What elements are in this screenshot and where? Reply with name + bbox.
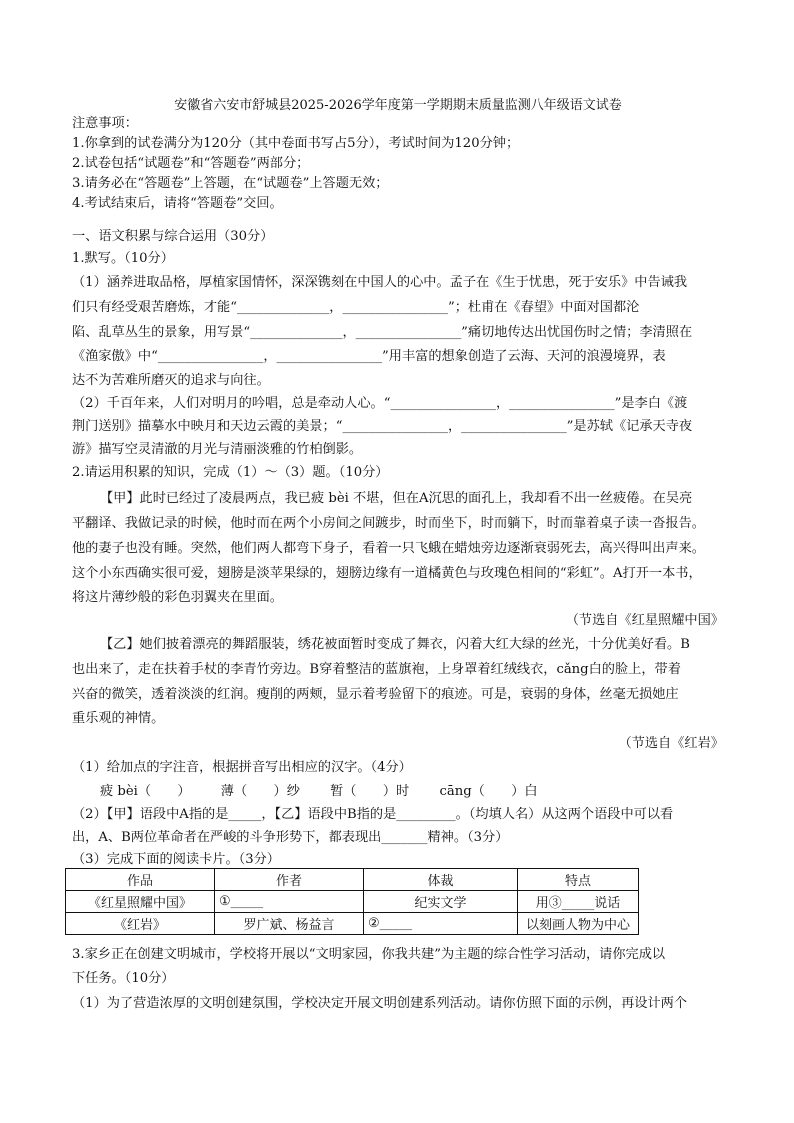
notice-item: 1.你拿到的试卷满分为120分（其中卷面书写占5分），考试时间为120分钟； [72,136,520,151]
table-cell: ②_____ [364,913,518,935]
question-1-line: 荆门送别》描摹水中映月和天边云霞的美景；“________________，________________”是苏轼《记承天寺夜 [72,419,693,434]
question-1-line: 达不为苦难所磨灭的追求与向往。 [72,373,270,388]
pinyin-items [100,781,752,803]
subquestion-2-line: 出，A、B两位革命者在严峻的斗争形势下，都表现出_______精神。（3分） [72,830,509,845]
table-cell: ①_____ [215,891,364,913]
table-header: 作品 [66,869,215,891]
passage-yi-line: 重乐观的神情。 [72,711,165,726]
passage-jia-line: 他的妻子也没有睡。突然，他们两人都弯下身子，看着一只飞蛾在蜡烛旁边逐渐衰弱死去，高兴得叫出声来。 [72,541,705,556]
pinyin-item: cāng（ ）白 [439,784,538,799]
table-cell: 《红岩》 [66,913,215,935]
pinyin-item: 暂（ ）时 [330,784,410,799]
question-1-stem: 1.默写。（10分） [72,251,174,266]
table-header: 特点 [518,869,639,891]
question-1-line: （2）千百年来，人们对明月的吟唱，总是牵动人心。“________________，________________”是李白《渡 [72,396,688,411]
subquestion-2-line: （2）【甲】语段中A指的是_____，【乙】语段中B指的是_________。（均填人名）从这两个语段中可以看 [72,807,674,822]
table-header: 作者 [215,869,364,891]
passage-yi-line: 也出来了，走在扶着手杖的李青竹旁边。B穿着整洁的蓝旗袍，上身罩着红绒线衣，cǎng白的脸上，带着 [72,662,681,677]
question-1-line: 们只有经受艰苦磨炼，才能“______________，________________”；杜甫在《春望》中面对国都沦 [72,300,640,315]
pinyin-item: 疲 bèi（ ） [100,784,191,799]
reading-card-table [65,868,639,935]
table-cell: 罗广斌、杨益言 [215,913,364,935]
passage-yi-line: 兴奋的微笑，透着淡淡的红润。瘦削的两颊，显示着考验留下的痕迹。可是，衰弱的身体，丝毫无损她庄 [72,687,679,702]
pinyin-item: 薄（ ）纱 [220,784,300,799]
passage-yi-line: 【乙】她们披着漂亮的舞蹈服装，绣花被面暂时变成了舞衣，闪着大红大绿的丝光，十分优美好看。B [100,637,690,652]
passage-jia-line: 【甲】此时已经过了凌晨两点，我已疲 bèi 不堪，但在A沉思的面孔上，我却看不出一丝疲倦。在吴亮 [100,491,693,506]
question-3-line: （1）为了营造浓厚的文明创建氛围，学校决定开展文明创建系列活动。请你仿照下面的示例，再设计两个 [72,996,688,1011]
table-header-row [66,869,639,891]
passage-yi-source: （节选自《红岩》 [618,736,724,751]
question-3-line: 3.家乡正在创建文明城市，学校将开展以“文明家园，你我共建”为主题的综合性学习活动，请你完成以 [72,947,666,962]
subquestion-3: （3）完成下面的阅读卡片。（3分） [72,852,280,867]
section-heading: 一、语文积累与综合运用（30分） [72,229,274,244]
table-header: 体裁 [364,869,518,891]
notice-item: 2.试卷包括“试题卷”和“答题卷”两部分； [72,156,310,171]
passage-jia-line: 这个小东西确实很可爱，翅膀是淡苹果绿的，翅膀边缘有一道橘黄色与玫瑰色相间的“彩虹”。A打开一本书， [72,566,702,581]
question-2-stem: 2.请运用积累的知识，完成（1）～（3）题。（10分） [72,465,389,480]
table-row [66,913,639,935]
question-1-line: 陷、乱草丛生的景象，用写景“______________，________________”痛切地传达出忧国伤时之情；李清照在 [72,325,693,340]
subquestion-1: （1）给加点的字注音，根据拼音写出相应的汉字。（4分） [72,760,412,775]
table-cell: 《红星照耀中国》 [66,891,215,913]
notice-item: 3.请务必在“答题卷”上答题，在“试题卷”上答题无效； [72,176,389,191]
exam-title: 安徽省六安市舒城县2025-2026学年度第一学期期末质量监测八年级语文试卷 [174,98,622,113]
table-cell: 用③_____说话 [518,891,639,913]
question-1-line: 游》描写空灵清澈的月光与清丽淡雅的竹柏倒影。 [72,442,363,457]
question-1-line: 《渔家傲》中“________________，________________”用丰富的想象创造了云海、天河的浪漫境界，表 [72,349,666,364]
passage-jia-source: （节选自《红星照耀中国》 [565,613,724,628]
notice-heading: 注意事项： [72,116,138,131]
passage-jia-line: 将这片薄纱般的彩色羽翼夹在里面。 [72,590,283,605]
passage-jia-line: 平翻译、我做记录的时候，他时而在两个小房间之间踱步，时而坐下，时而躺下，时而靠着桌子读一沓报告。 [72,516,705,531]
table-row [66,891,639,913]
table-cell: 以刻画人物为中心 [518,913,639,935]
question-3-line: 下任务。（10分） [72,971,175,986]
notice-item: 4.考试结束后，请将“答题卷”交回。 [72,196,283,211]
question-1-line: （1）涵养进取品格，厚植家国情怀，深深镌刻在中国人的心中。孟子在《生于忧患，死于安乐》中告诫我 [72,275,688,290]
table-cell: 纪实文学 [364,891,518,913]
